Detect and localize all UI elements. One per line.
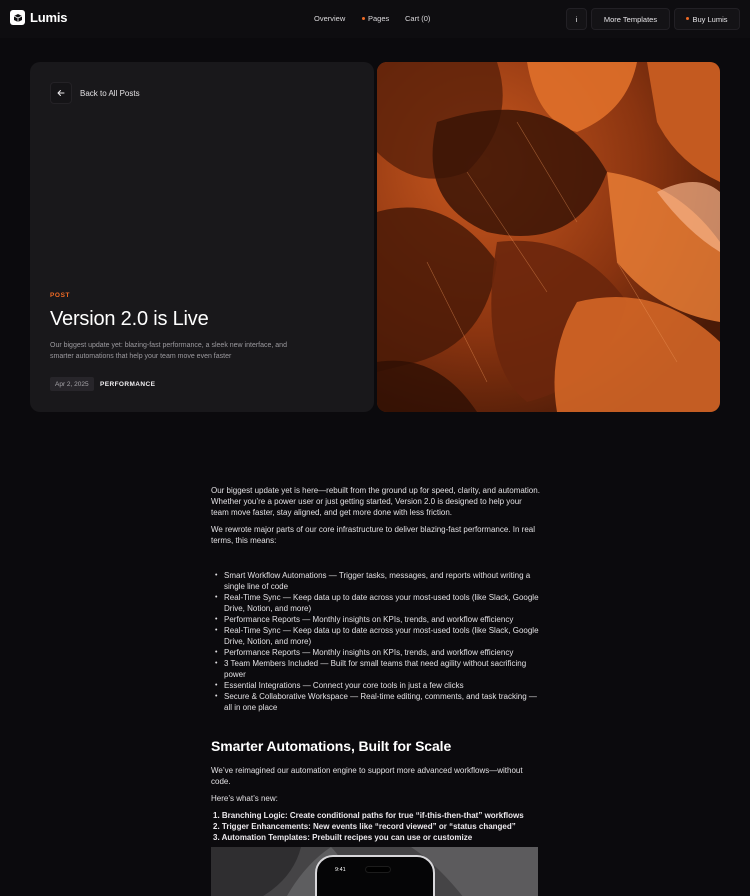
performance-paragraph: We rewrote major parts of our core infrastructure to deliver blazing-fast performance. In real terms, this means:: [211, 525, 535, 545]
list-item: • Smart Workflow Automations — Trigger tasks, messages, and reports without writing a single line of code: [214, 570, 541, 592]
back-to-posts-link[interactable]: [50, 82, 140, 104]
nav-link-cart[interactable]: Cart (0): [405, 14, 431, 23]
automation-paragraph: We’ve reimagined our automation engine to support more advanced workflows—without code.: [211, 766, 523, 786]
buy-button-label: Buy Lumis: [692, 14, 728, 24]
post-date-badge: Apr 2, 2025: [50, 377, 94, 391]
post-category: POST: [50, 292, 71, 299]
list-item: • Secure & Collaborative Workspace — Real-time editing, comments, and task tracking — all in one place: [214, 691, 541, 713]
cube-icon: [10, 10, 25, 25]
nav-link-pages-label: Pages: [368, 14, 390, 23]
list-item: • Real-Time Sync — Keep data up to date across your most-used tools (like Slack, Google Drive, Notion, and more): [214, 592, 541, 614]
info-button[interactable]: i: [566, 8, 587, 30]
list-item: 1. Branching Logic: Create conditional paths for true “if-this-then-that” workflows: [213, 811, 524, 820]
phone-time: 9:41: [335, 867, 346, 873]
dot-icon: [686, 17, 689, 20]
list-item: • 3 Team Members Included — Built for small teams that need agility without sacrificing power: [214, 658, 541, 680]
list-item: 2. Trigger Enhancements: New events like “record viewed” or “status changed”: [213, 822, 516, 831]
whats-new-label: Here’s what’s new:: [211, 794, 278, 803]
back-label: Back to All Posts: [80, 88, 140, 98]
arrow-left-icon: [50, 82, 72, 104]
intro-paragraph: Our biggest update yet is here—rebuilt from the ground up for speed, clarity, and automation. Whether you’re a power user or just getting started, Version 2.0 is designed to help your team move faster, stay aligned, and get more done with less friction.: [211, 486, 540, 517]
post-tag[interactable]: PERFORMANCE: [100, 381, 156, 388]
hero-image: [377, 62, 720, 412]
brand-name: Lumis: [30, 10, 68, 25]
post-subtitle: Our biggest update yet: blazing-fast performance, a sleek new interface, and smarter automations that help your team move even faster: [50, 342, 287, 360]
hero-card: [30, 62, 374, 412]
feature-list: [211, 570, 541, 713]
nav-link-overview[interactable]: Overview: [314, 14, 346, 23]
article-image: [211, 847, 538, 896]
numbered-list: [211, 810, 541, 843]
more-templates-button[interactable]: More Templates: [591, 8, 670, 30]
list-item: • Performance Reports — Monthly insights on KPIs, trends, and workflow efficiency: [214, 647, 541, 658]
list-item: • Essential Integrations — Connect your core tools in just a few clicks: [214, 680, 541, 691]
article-body: [211, 485, 541, 843]
post-title: Version 2.0 is Live: [50, 308, 209, 330]
section-heading: Smarter Automations, Built for Scale: [211, 738, 452, 754]
dynamic-island: [365, 866, 391, 873]
top-nav: [0, 0, 750, 38]
list-item: 3. Automation Templates: Prebuilt recipes you can use or customize: [213, 833, 473, 842]
list-item: • Real-Time Sync — Keep data up to date across your most-used tools (like Slack, Google Drive, Notion, and more): [214, 625, 541, 647]
phone-mockup: [315, 855, 435, 896]
brand-logo[interactable]: [10, 10, 67, 25]
buy-button[interactable]: [674, 8, 740, 30]
list-item: • Performance Reports — Monthly insights on KPIs, trends, and workflow efficiency: [214, 614, 541, 625]
nav-link-pages[interactable]: [362, 14, 389, 23]
dot-icon: [362, 17, 365, 20]
orange-leaves-image: [377, 62, 720, 412]
